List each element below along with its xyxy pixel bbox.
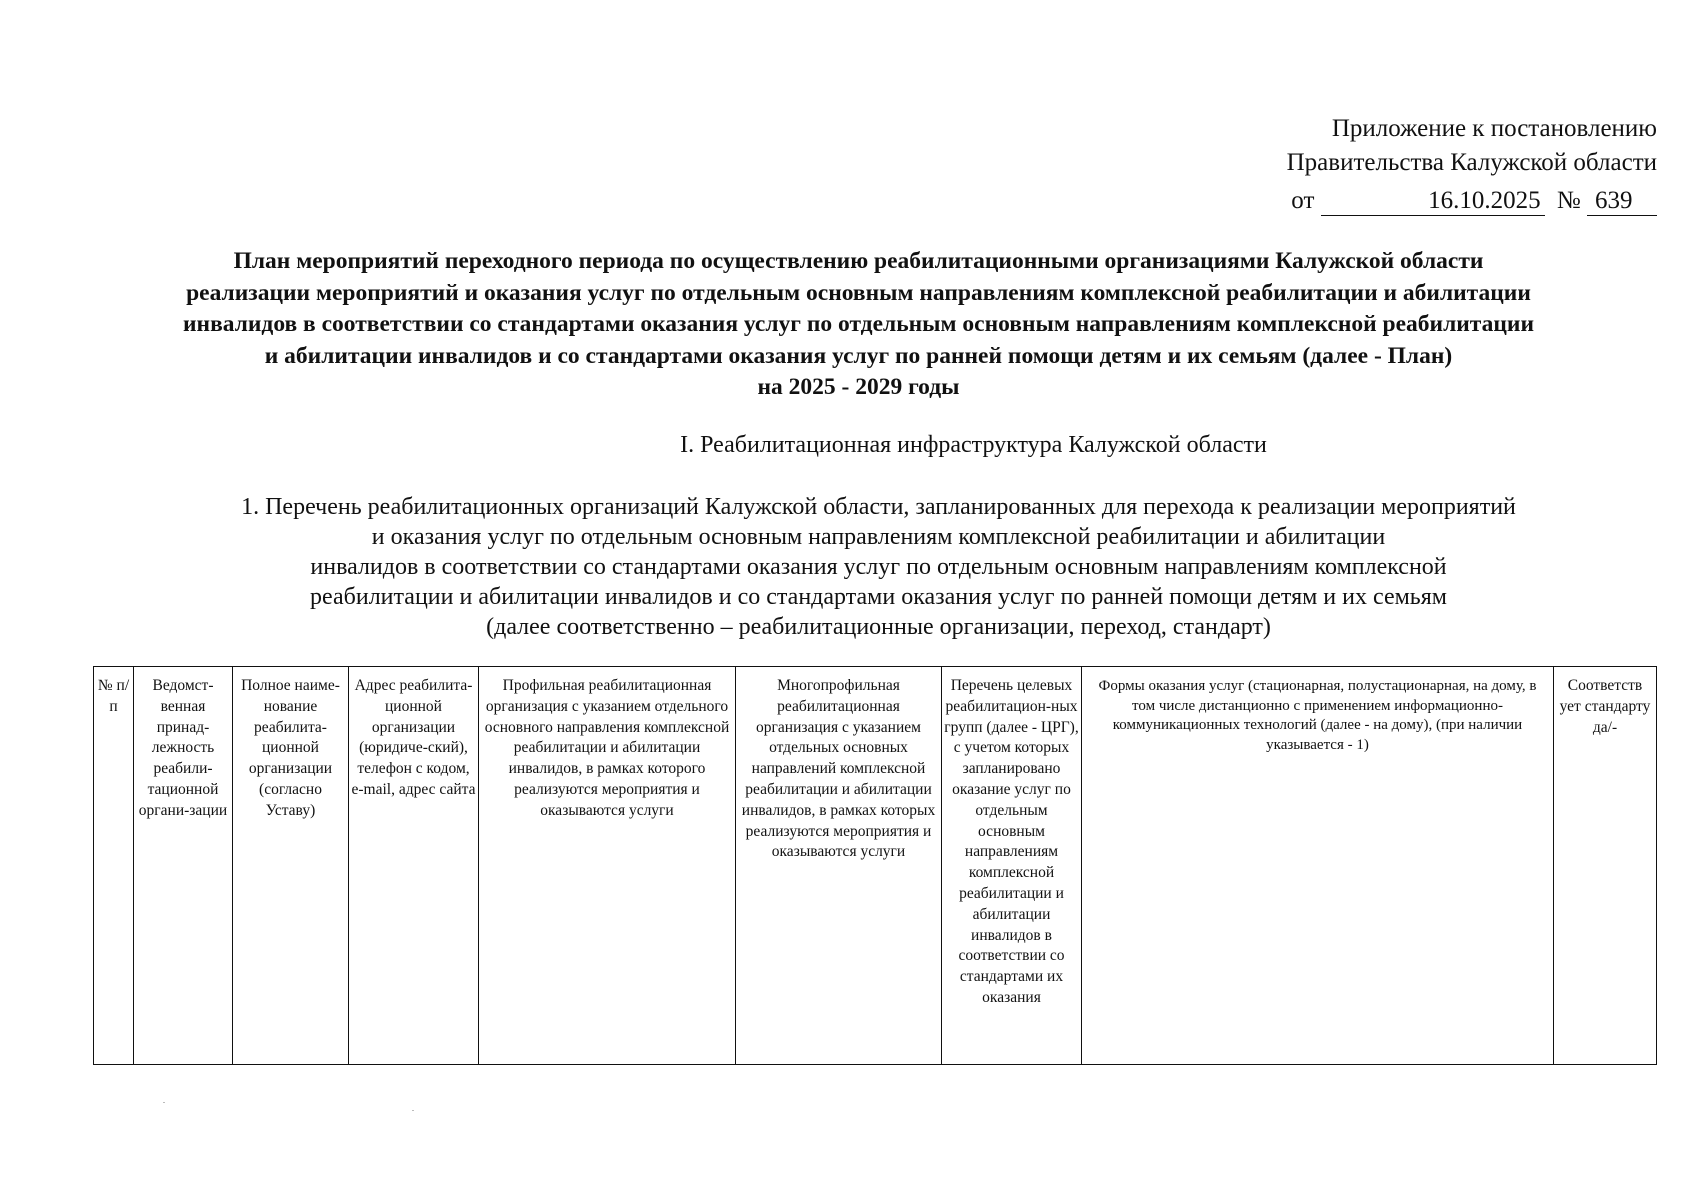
plan-title-line-2: реализации мероприятий и оказания услуг по отдельным основным направлениям комплексной реабилитации и абилитации: [186, 279, 1531, 306]
number-label: №: [1556, 187, 1581, 214]
resolution-date: 16.10.2025: [1321, 187, 1545, 216]
resolution-number: 639: [1587, 187, 1657, 216]
col-standard-compliance: Соответств ует стандарту да/-: [1554, 667, 1657, 1065]
table-header-row: [94, 667, 1657, 1065]
section-heading: I. Реабилитационная инфраструктура Калужской области: [680, 432, 1267, 458]
list-heading-line-5: (далее соответственно – реабилитационные организации, переход, стандарт): [486, 614, 1271, 640]
plan-title-line-4: и абилитации инвалидов и со стандартами оказания услуг по ранней помощи детям и их семьям (далее - План): [264, 342, 1453, 369]
plan-title-line-5: на 2025 - 2029 годы: [757, 374, 960, 400]
list-heading-line-3: инвалидов в соответствии со стандартами оказания услуг по отдельным основным направлениям комплексной: [310, 554, 1447, 580]
plan-title-line-1: План мероприятий переходного периода по осуществлению реабилитационными организациями Калужской области: [233, 248, 1484, 274]
col-address: Адрес реабилита-ционной организации (юридиче-ский), телефон с кодом, e-mail, адрес сайта: [349, 667, 479, 1065]
scan-speck: [412, 1110, 414, 1111]
col-number: № п/п: [94, 667, 134, 1065]
list-heading-line-2: и оказания услуг по отдельным основным направлениям комплексной реабилитации и абилитации: [371, 524, 1386, 550]
organizations-table: [93, 666, 1657, 1065]
col-service-forms: Формы оказания услуг (стационарная, полустационарная, на дому, в том числе дистанционно с применением информационно-коммуникационных технологий (далее - на дому), (при наличии указывается - 1): [1082, 667, 1554, 1065]
col-target-groups: Перечень целевых реабилитацион-ных групп (далее - ЦРГ), с учетом которых запланировано оказание услуг по отдельным основным направлениям комплексной реабилитации и абилитации инвалидов в соответствии со стандартами их оказания: [942, 667, 1082, 1065]
col-departmental-affiliation: Ведомст-венная принад-лежность реабили-тационной органи-зации: [134, 667, 233, 1065]
resolution-date-line: [1291, 186, 1657, 216]
col-full-name: Полное наиме-нование реабилита-ционной организации (согласно Уставу): [233, 667, 349, 1065]
col-multiprofile-organization: Многопрофильная реабилитационная организация с указанием отдельных основных направлений комплексной реабилитации и абилитации инвалидов, в рамках которых реализуются мероприятия и оказываются услуги: [736, 667, 942, 1065]
appendix-block: [1287, 112, 1657, 180]
from-label: от: [1291, 187, 1315, 214]
appendix-line-1: Приложение к постановлению: [1331, 115, 1657, 142]
scan-speck: [163, 1102, 165, 1103]
plan-title-line-3: инвалидов в соответствии со стандартами оказания услуг по отдельным основным направлениям комплексной реабилитации: [182, 311, 1534, 337]
list-heading-line-1: 1. Перечень реабилитационных организаций Калужской области, запланированных для перехода к реализации мероприятий: [241, 494, 1516, 520]
col-profile-organization: Профильная реабилитационная организация с указанием отдельного основного направления комплексной реабилитации и абилитации инвалидов, в рамках которого реализуются мероприятия и оказываются услуги: [479, 667, 736, 1065]
list-heading: [120, 492, 1637, 642]
appendix-line-2: Правительства Калужской области: [1286, 149, 1657, 176]
list-heading-line-4: реабилитации и абилитации инвалидов и со стандартами оказания услуг по ранней помощи детям и их семьям: [310, 584, 1447, 610]
plan-title: [60, 246, 1657, 404]
